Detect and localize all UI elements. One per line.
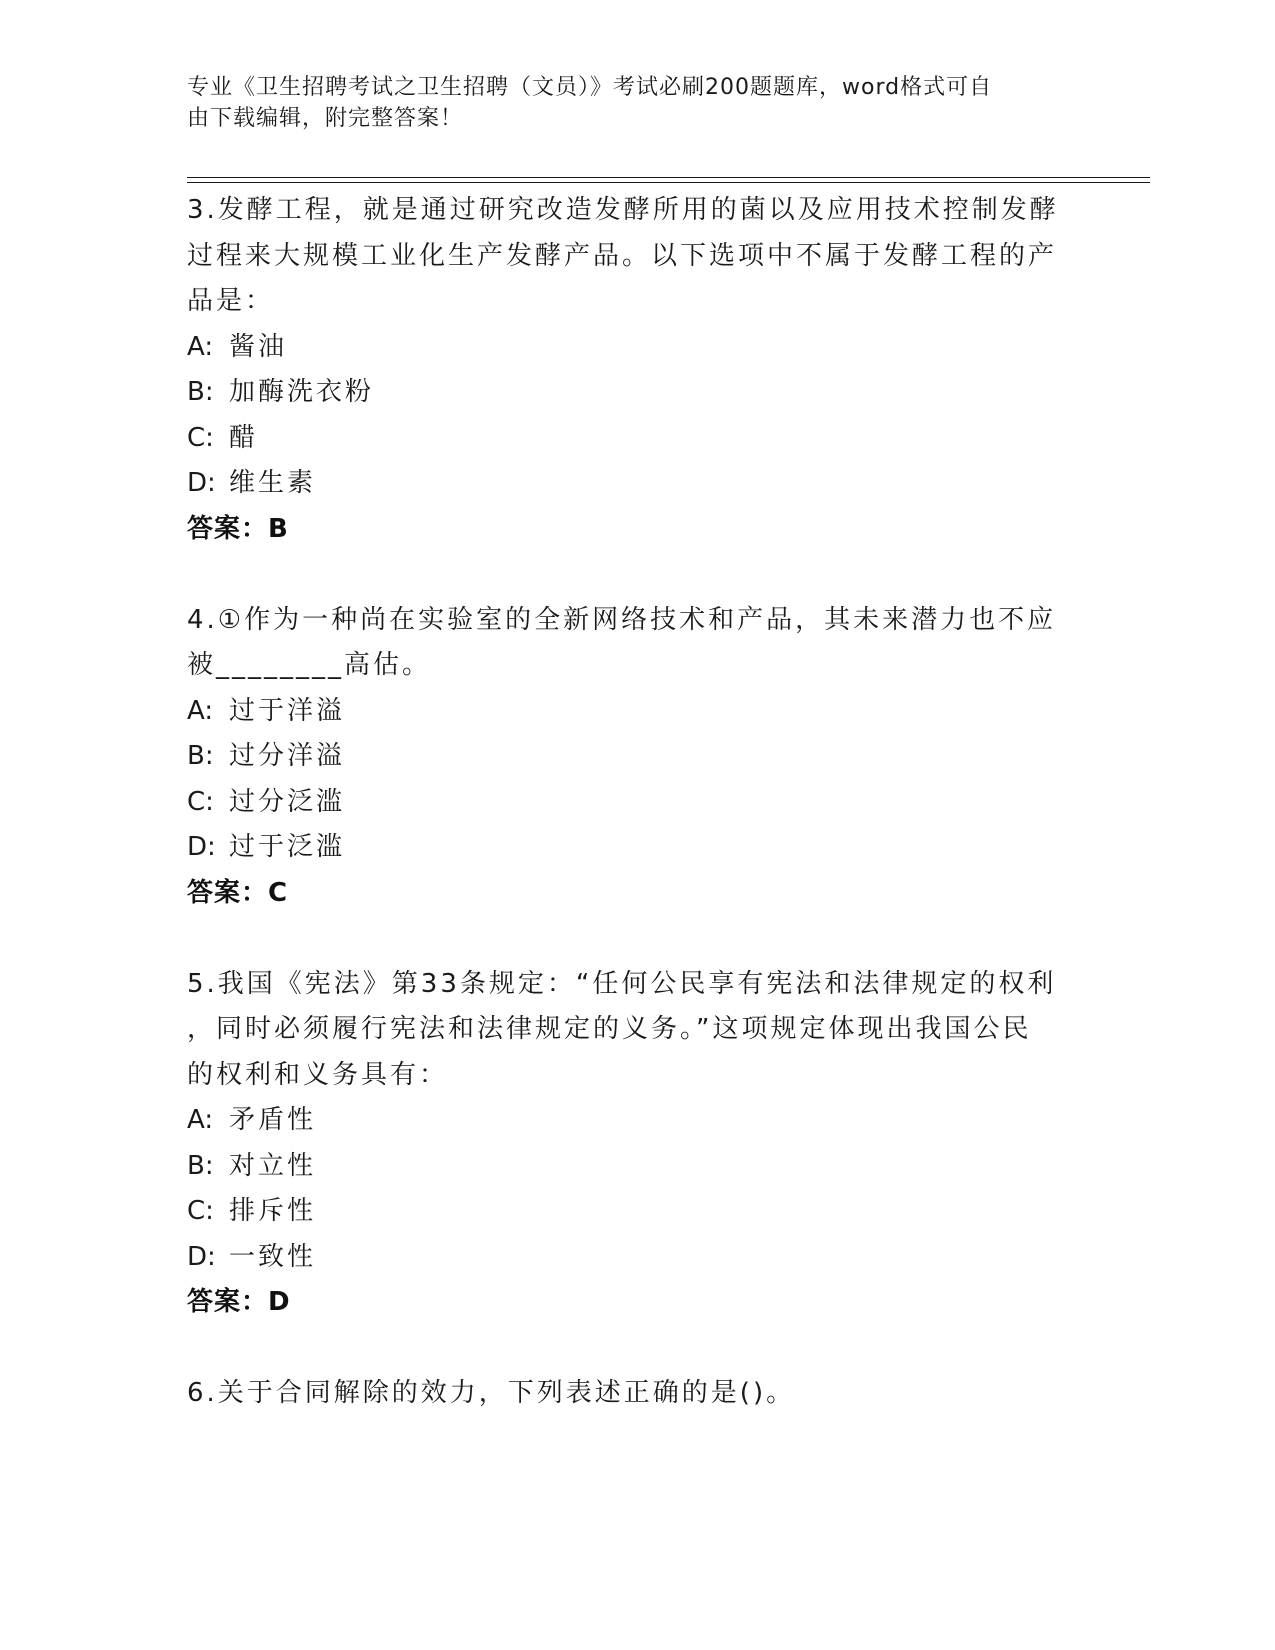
option-tag: D: (187, 1241, 216, 1272)
question-stem-line: 5.我国《宪法》第33条规定：“任何公民享有宪法和法律规定的权利 (187, 968, 1057, 999)
option-b (187, 734, 1067, 780)
option-tag: C: (187, 1196, 214, 1226)
option-text: 排斥性 (229, 1196, 317, 1226)
option-b (187, 1144, 1067, 1190)
header-line-2: 由下载编辑，附完整答案！ (187, 106, 464, 131)
question-list (187, 188, 1067, 1417)
option-a (187, 689, 1067, 735)
option-tag: B: (187, 741, 214, 771)
answer-line: 答案：C (187, 877, 289, 908)
question-stem-line: 4.①作为一种尚在实验室的全新网络技术和产品，其未来潜力也不应 (187, 604, 1057, 635)
question-stem-line: 品是： (187, 286, 275, 316)
option-text: 醋 (229, 422, 259, 453)
answer-line: 答案：D (187, 1287, 291, 1317)
header-line-1: 专业《卫生招聘考试之卫生招聘（文员）》考试必刷200题题库，word格式可自 (187, 75, 993, 100)
option-tag: D: (187, 468, 216, 498)
option-b (187, 370, 1067, 416)
option-tag: A: (187, 331, 214, 362)
option-text: 对立性 (229, 1150, 317, 1181)
option-tag: A: (187, 695, 214, 726)
question-3 (187, 188, 1067, 552)
document-header (187, 72, 1067, 134)
header-divider-bottom (187, 182, 1150, 183)
option-d (187, 1235, 1067, 1281)
question-stem-line: 6.关于合同解除的效力，下列表述正确的是()。 (187, 1378, 796, 1408)
option-text: 过分泛滥 (229, 786, 346, 817)
option-c (187, 780, 1067, 826)
question-spacer (187, 1326, 1067, 1372)
option-tag: A: (187, 1105, 214, 1135)
option-text: 酱油 (229, 331, 288, 362)
option-d (187, 825, 1067, 871)
question-spacer (187, 552, 1067, 598)
option-text: 加酶洗衣粉 (229, 377, 375, 407)
answer-line: 答案：B (187, 513, 289, 544)
option-text: 矛盾性 (229, 1105, 317, 1135)
question-4 (187, 598, 1067, 917)
header-divider-top (187, 177, 1150, 178)
question-stem-line: 的权利和义务具有： (187, 1059, 449, 1090)
option-tag: B: (187, 1150, 214, 1181)
option-text: 过于洋溢 (229, 695, 346, 726)
option-text: 维生素 (229, 468, 317, 498)
question-stem-line: 3.发酵工程，就是通过研究改造发酵所用的菌以及应用技术控制发酵 (187, 195, 1059, 225)
question-stem-line: ，同时必须履行宪法和法律规定的义务。”这项规定体现出我国公民 (187, 1014, 1032, 1044)
option-tag: C: (187, 786, 214, 817)
question-spacer (187, 916, 1067, 962)
option-text: 过分洋溢 (229, 741, 346, 771)
option-tag: D: (187, 832, 216, 862)
question-5 (187, 962, 1067, 1326)
option-c (187, 1189, 1067, 1235)
option-a (187, 325, 1067, 371)
option-d (187, 461, 1067, 507)
option-tag: C: (187, 422, 214, 453)
option-text: 过于泛滥 (229, 832, 346, 862)
question-stem-line: 过程来大规模工业化生产发酵产品。以下选项中不属于发酵工程的产 (187, 240, 1058, 271)
option-text: 一致性 (229, 1241, 317, 1272)
option-tag: B: (187, 377, 214, 407)
question-6 (187, 1371, 1067, 1417)
question-stem-line: 被________高估。 (187, 650, 432, 680)
option-a (187, 1098, 1067, 1144)
option-c (187, 416, 1067, 462)
